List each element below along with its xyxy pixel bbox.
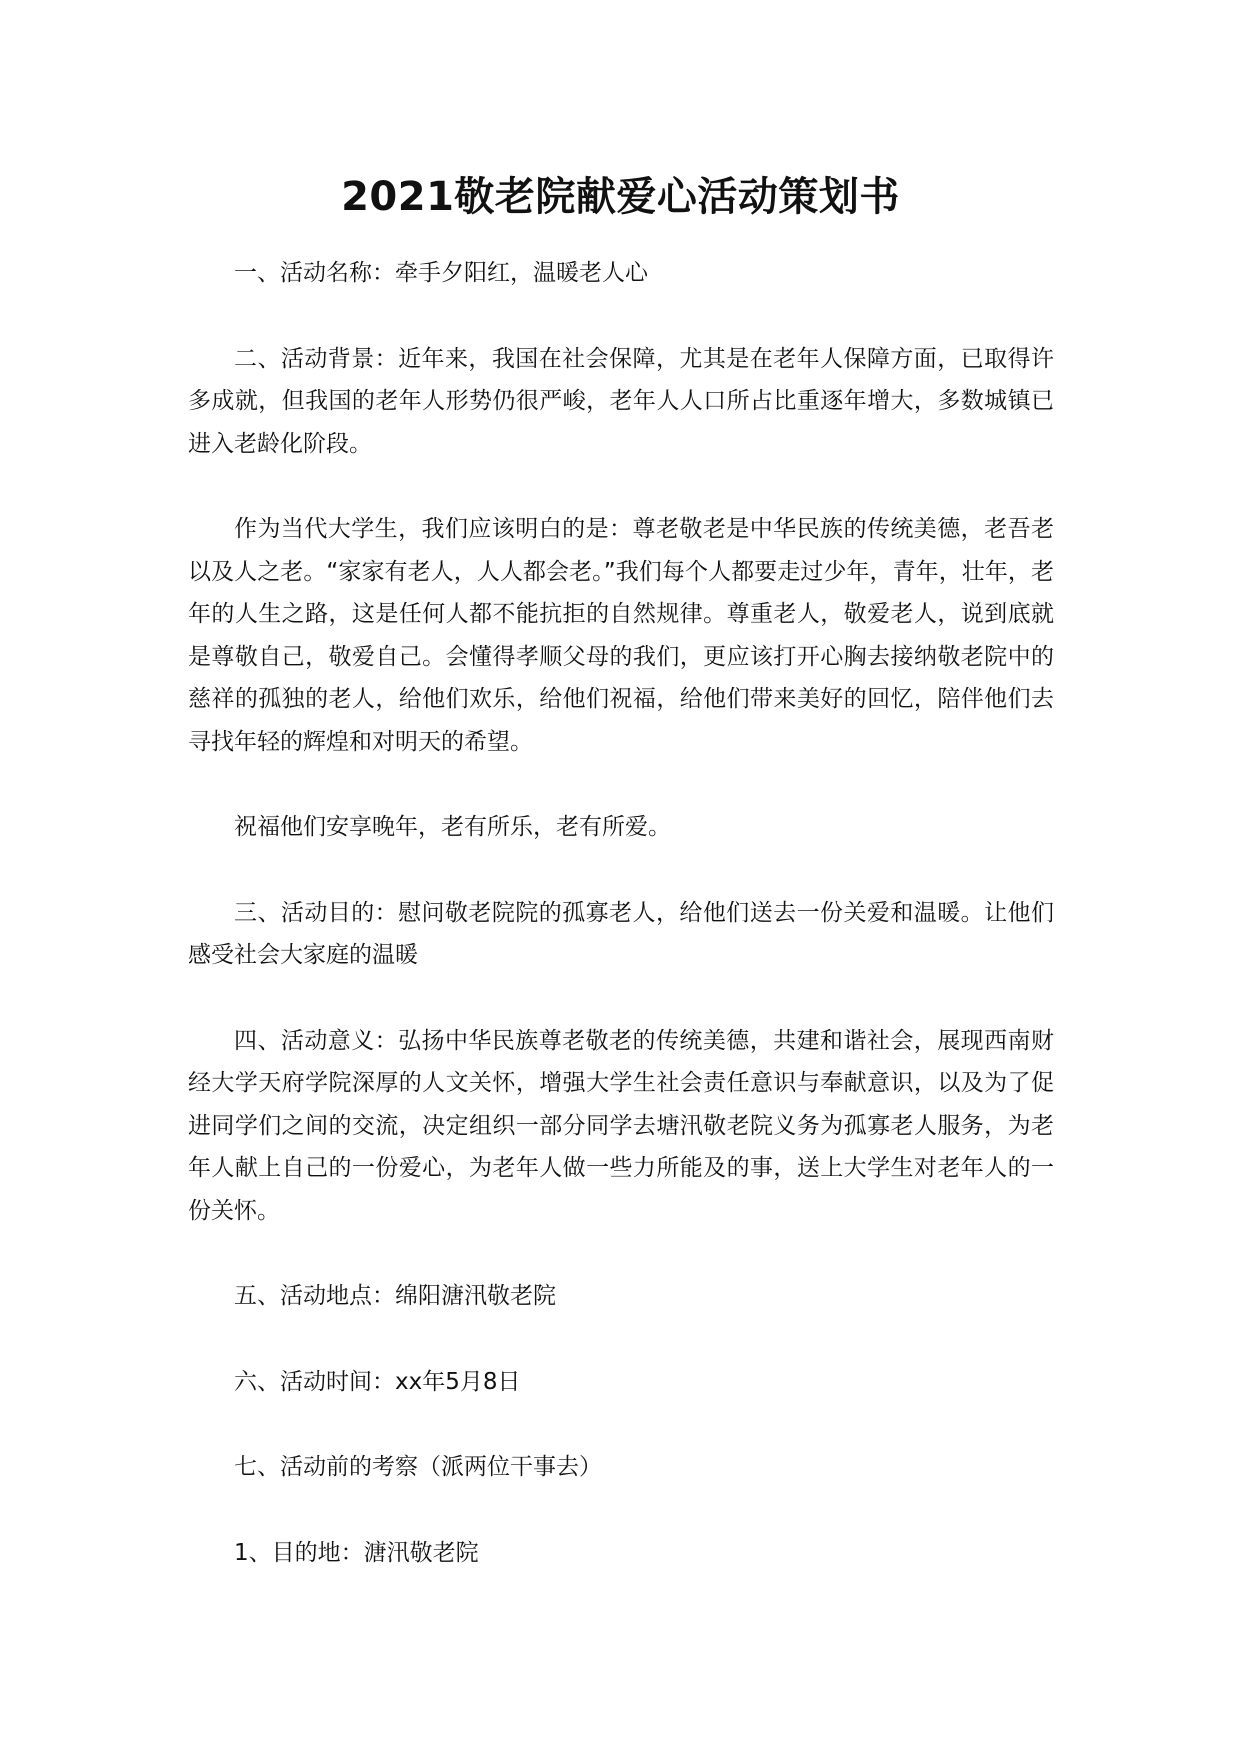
paragraph-destination: 1、目的地：溏汛敬老院 [234, 1539, 479, 1566]
paragraph-pre-activity-survey: 七、活动前的考察（派两位干事去） [234, 1454, 602, 1480]
paragraph-blessing: 祝福他们安享晚年，老有所乐，老有所爱。 [234, 814, 671, 840]
document-body [188, 252, 1054, 1617]
paragraph-activity-time: 六、活动时间：xx年5月8日 [234, 1368, 521, 1395]
paragraph-activity-name: 一、活动名称：牵手夕阳红，温暖老人心 [234, 260, 648, 286]
paragraph-activity-significance: 四、活动意义：弘扬中华民族尊老敬老的传统美德，共建和谐社会，展现西南财经大学天府学院深厚的人文关怀，增强大学生社会责任意识与奉献意识，以及为了促进同学们之间的交流，决定组织一部分同学去塘汛敬老院义务为孤寡老人服务，为老年人献上自己的一份爱心，为老年人做一些力所能及的事，送上大学生对老年人的一份关怀。 [188, 1027, 1054, 1224]
paragraph-activity-location: 五、活动地点：绵阳溏汛敬老院 [234, 1283, 556, 1309]
paragraph-activity-background: 二、活动背景：近年来，我国在社会保障，尤其是在老年人保障方面，已取得许多成就，但我国的老年人形势仍很严峻，老年人人口所占比重逐年增大，多数城镇已进入老龄化阶段。 [188, 345, 1054, 457]
document-title: 2021敬老院献爱心活动策划书 [341, 174, 900, 220]
paragraph-student-reflection: 作为当代大学生，我们应该明白的是：尊老敬老是中华民族的传统美德，老吾老以及人之老。“家家有老人，人人都会老。”我们每个人都要走过少年，青年，壮年，老年的人生之路，这是任何人都不能抗拒的自然规律。尊重老人，敬爱老人，说到底就是尊敬自己，敬爱自己。会懂得孝顺父母的我们，更应该打开心胸去接纳敬老院中的慈祥的孤独的老人，给他们欢乐，给他们祝福，给他们带来美好的回忆，陪伴他们去寻找年轻的辉煌和对明天的希望。 [188, 516, 1054, 755]
paragraph-activity-purpose: 三、活动目的：慰问敬老院院的孤寡老人，给他们送去一份关爱和温暖。让他们感受社会大家庭的温暖 [188, 899, 1054, 968]
